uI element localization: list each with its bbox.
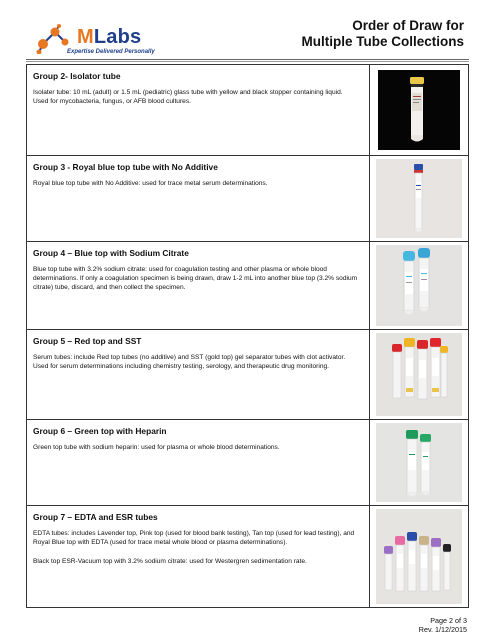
group-image-cell <box>369 156 468 241</box>
edta-esr-tubes-photo <box>370 506 468 607</box>
group-heading: Group 4 – Blue top with Sodium Citrate <box>33 248 189 258</box>
isolator-tube-photo <box>370 65 468 154</box>
group-heading: Group 7 – EDTA and ESR tubes <box>33 512 158 522</box>
group-description: Royal blue top tube with No Additive: used for trace metal serum determinations. <box>33 180 268 187</box>
group-text-cell <box>33 248 359 292</box>
group-image-cell <box>369 242 468 329</box>
group-description: Green top tube with sodium heparin: used for plasma or whole blood determinations. <box>33 444 280 451</box>
header-rule-thin <box>26 61 469 62</box>
group-heading: Group 2- Isolator tube <box>33 71 121 81</box>
group-description: Blue top tube with 3.2% sodium citrate: used for coagulation testing and other plasma or whole blood determinations. If only a coagulation specimen is being drawn, draw 1-2 mL into another blue top (3.2% sodium citrate) tube, discard, and then collect the specimen. <box>33 266 358 291</box>
group-row <box>27 155 468 241</box>
group-heading: Group 3 - Royal blue top tube with No Additive <box>33 162 218 172</box>
group-heading: Group 5 – Red top and SST <box>33 336 142 346</box>
title-line-2: Multiple Tube Collections <box>301 34 464 49</box>
title-line-1: Order of Draw for <box>352 18 464 33</box>
group-text-cell <box>33 336 359 372</box>
group-row <box>27 241 468 329</box>
group-image-cell <box>369 506 468 607</box>
page-title <box>301 18 464 50</box>
tube-groups-table <box>26 64 469 608</box>
group-description: EDTA tubes: includes Lavender top, Pink top (used for blood bank testing), Tan top (used for lead testing), and Royal Blue top with EDTA (used for trace metal whole blood or plasma determinations). <box>33 530 355 546</box>
royal-blue-tube-photo <box>370 156 468 241</box>
logo-m: M <box>77 26 94 48</box>
group-row <box>27 329 468 419</box>
group-description-2: Black top ESR-Vacuum top with 3.2% sodium citrate: used for Westergren sedimentation rate. <box>33 557 307 565</box>
group-text-cell <box>33 512 359 566</box>
group-description: Serum tubes: include Red top tubes (no additive) and SST (gold top) gel separator tubes with clot activator. Used for serum determinations including chemistry testing, serology, and therapeutic drug monitoring. <box>33 354 346 370</box>
group-row <box>27 419 468 505</box>
logo-wordmark <box>77 26 141 48</box>
green-heparin-tubes-photo <box>370 420 468 505</box>
group-text-cell <box>33 71 359 107</box>
logo-tagline: Expertise Delivered Personally <box>67 49 155 55</box>
page-number: Page 2 of 3 <box>430 616 467 625</box>
red-sst-tubes-photo <box>370 330 468 419</box>
group-image-cell <box>369 65 468 155</box>
group-heading: Group 6 – Green top with Heparin <box>33 426 167 436</box>
group-image-cell <box>369 330 468 419</box>
page-footer <box>419 616 467 634</box>
revision-date: Rev. 1/12/2015 <box>418 625 467 634</box>
group-text-cell <box>33 162 359 189</box>
group-description: Isolater tube: 10 mL (adult) or 1.5 mL (pediatric) glass tube with yellow and black stopper containing liquid. Used for mycobacteria, fungus, or AFB blood cultures. <box>33 89 343 105</box>
blue-citrate-tubes-photo <box>370 242 468 329</box>
group-text-cell <box>33 426 359 453</box>
group-image-cell <box>369 420 468 505</box>
header-rule <box>26 59 469 60</box>
mlabs-logo <box>35 24 165 58</box>
logo-labs: Labs <box>93 26 142 48</box>
group-row <box>27 65 468 155</box>
group-row <box>27 505 468 607</box>
